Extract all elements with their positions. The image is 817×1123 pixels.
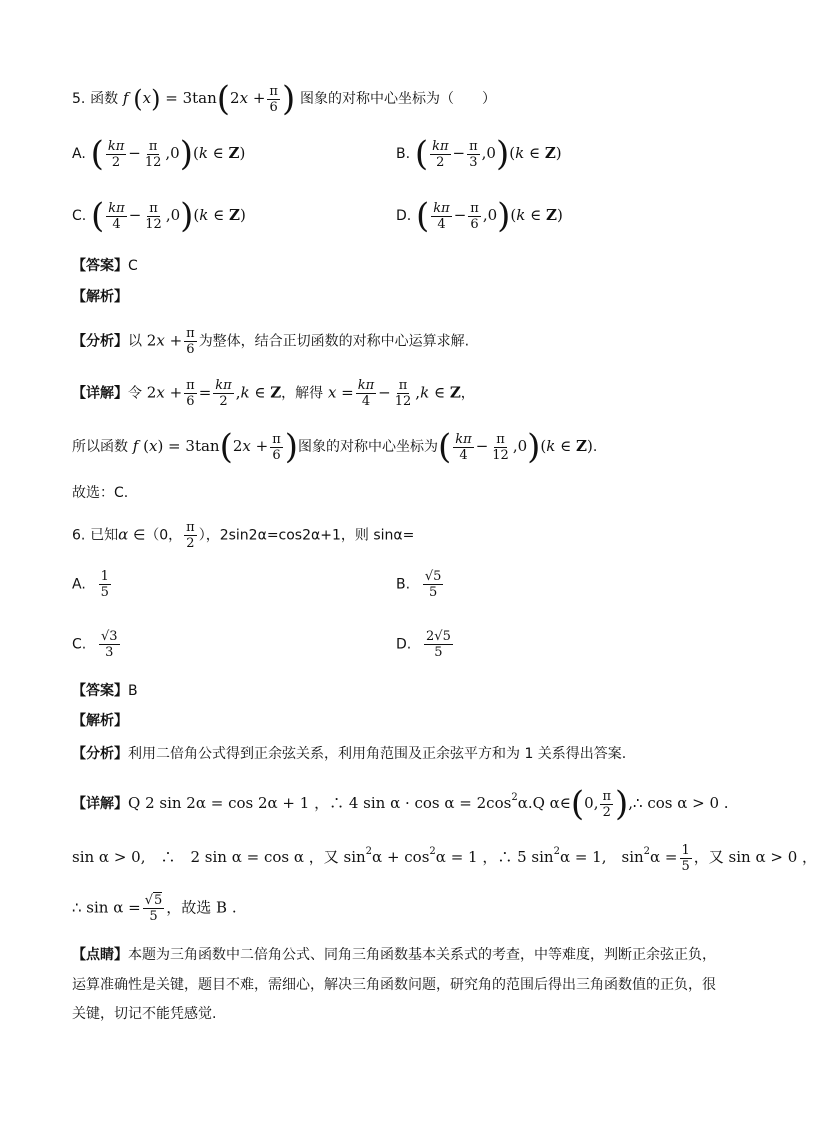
q6-dianjing-cont: 运算准确性是关键，题目不难，需细心，解决三角函数问题，研究角的范围后得出三角函数值的正负，很	[72, 977, 716, 993]
q6-stem: 6. 已知α ∈（0， $\frac{\pi}{2}$ ），2sin2α=cos2α+1，则 sinα=	[72, 520, 415, 551]
q6-dianjing: 【点睛】本题为三角函数中二倍角公式、同角三角函数基本关系式的考查，中等难度，判断正余弦正负，	[72, 947, 716, 963]
q5-option-b: B. ( $\frac{k\pi}{2}$ − $\frac{\pi}{3}$ ,0)(k ∈ Z)	[396, 134, 562, 174]
q6-fenxi: 【分析】利用二倍角公式得到正余弦关系，利用角范围及正余弦平方和为 1 关系得出答案.	[72, 746, 627, 762]
q6-option-d: D. $\frac{2√5}{5}$	[396, 629, 451, 660]
q5-option-c: C. ( $\frac{k\pi}{4}$ − $\frac{\pi}{12}$ ,0)(k ∈ Z)	[72, 196, 246, 236]
q6-option-a: A. $\frac{1}{5}$	[72, 569, 109, 600]
q5-fenxi: 【分析】以 2x + $\frac{\pi}{6}$ 为整体，结合正切函数的对称中心运算求解.	[72, 326, 470, 357]
q6-xiangjie-step2: sin α > 0, ∴ 2 sin α = cos α ，又 $\sin^2\alpha + \cos^2\alpha = 1$ ，∴ 5 $\sin^2\alpha = 1$, $\sin^2\alpha$ = $\frac{1}{5}$ ，又 sin α > 0 ，	[72, 842, 817, 874]
q5-xiangjie: 【详解】令 2x + $\frac{\pi}{6}$ = $\frac{k\pi}{2}$ ,k ∈ Z，解得 x = $\frac{k\pi}{4}$ − $\frac{\pi}{12}$ ,k ∈ Z，	[72, 378, 475, 409]
q5-answer: 【答案】C	[72, 258, 138, 274]
q5-option-d: D. ( $\frac{k\pi}{4}$ − $\frac{\pi}{6}$ ,0)(k ∈ Z)	[396, 196, 563, 236]
q6-xiangjie-step3: ∴ sin α = $\frac{√5}{5}$ ，故选 B .	[72, 893, 237, 924]
q6-xiangjie-step1: 【详解】Q 2 sin 2α = cos 2α + 1 ，∴ 4 $\sin \alpha \cdot \cos \alpha = 2\cos^2\alpha.Q$ α∈(0, $\frac{\pi}{2}$ ),∴ cos α > 0 .	[72, 784, 729, 824]
q5-option-a: A. ( $\frac{k\pi}{2}$ − $\frac{\pi}{12}$ ,0)(k ∈ Z)	[72, 134, 246, 174]
q5-stem: 5. 函数 f (x) = 3tan(2x + $\frac{\pi}{6}$ ) 图象的对称中心坐标为（ ）	[72, 79, 496, 119]
q6-dianjing-end: 关键，切记不能凭感觉.	[72, 1006, 217, 1022]
question-number: 5.	[72, 91, 86, 107]
q5-choose: 故选：C.	[72, 485, 129, 501]
q6-answer: 【答案】B	[72, 683, 138, 699]
q6-option-c: C. $\frac{√3}{3}$	[72, 629, 118, 660]
q6-analysis-heading: 【解析】	[72, 713, 128, 729]
q6-option-b: B. $\frac{√5}{5}$	[396, 569, 442, 600]
question-number: 6.	[72, 527, 86, 544]
q5-analysis-heading: 【解析】	[72, 289, 128, 305]
q5-conclusion: 所以函数 f (x) = 3tan(2x + $\frac{\pi}{6}$ )图象的对称中心坐标为( $\frac{k\pi}{4}$ − $\frac{\pi}{12}$ ,0)(k ∈ Z).	[72, 427, 598, 467]
